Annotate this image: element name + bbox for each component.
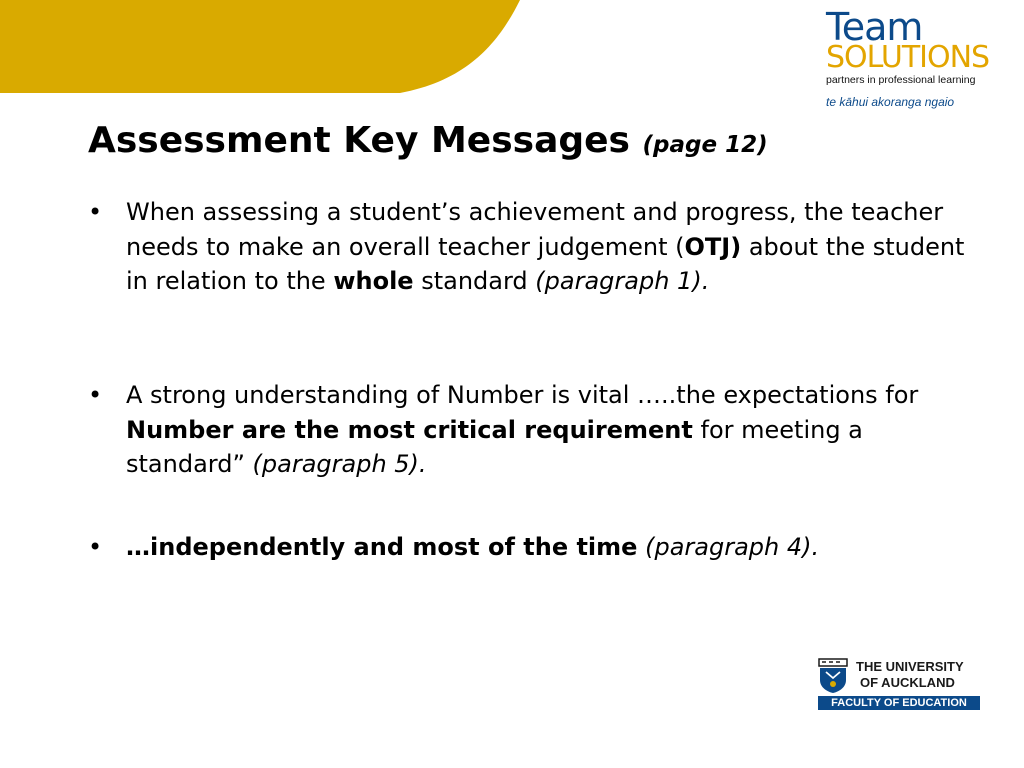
bullet-text <box>126 378 966 482</box>
title-page-ref: (page 12) <box>642 132 768 158</box>
bullet-bold-otj: OTJ) <box>684 232 742 261</box>
logo-tagline: partners in professional learning <box>826 74 976 86</box>
university-of-auckland-logo <box>818 658 982 710</box>
slide-title <box>88 120 768 161</box>
uoa-name-line1: THE UNIVERSITY <box>856 659 964 674</box>
bullet-text-segment: When assessing a student’s achievement and progress, the teacher needs to make an overall teacher judgement ( <box>126 198 944 261</box>
bullet-paragraph-ref: (paragraph 5). <box>252 450 427 478</box>
team-solutions-logo <box>826 5 996 109</box>
bullet-text-segment: standard <box>413 267 536 295</box>
bullet-paragraph-ref: (paragraph 4). <box>645 533 820 561</box>
bullet-text <box>126 530 966 565</box>
uoa-name-line2: OF AUCKLAND <box>860 675 955 690</box>
bullet-text <box>126 195 966 299</box>
bullet-paragraph-ref: (paragraph 1). <box>535 267 710 295</box>
bullet-bold-whole: whole <box>333 267 414 295</box>
faculty-of-education-bar: FACULTY OF EDUCATION <box>818 696 980 710</box>
bullet-bold-independently: …independently and most of the time <box>126 533 638 561</box>
bullet-text-segment: for meeting a standard” <box>126 415 863 478</box>
logo-maori-tagline: te kāhui akoranga ngaio <box>826 95 955 109</box>
bullet-marker: • <box>88 198 103 226</box>
bullet-marker: • <box>88 533 103 561</box>
bullet-text-segment <box>637 533 645 561</box>
gold-corner-shape <box>0 0 540 95</box>
bullet-text-segment: A strong understanding of Number is vital …..the expectations for <box>126 381 919 409</box>
university-crest-icon <box>818 658 848 694</box>
bullet-text-segment: about the student in relation to the <box>126 232 965 295</box>
logo-solutions-word: SOLUTIONS <box>826 40 990 75</box>
bullet-marker: • <box>88 381 103 409</box>
title-main: Assessment Key Messages <box>88 120 630 161</box>
bullet-bold-number: Number are the most critical requirement <box>126 415 693 444</box>
logo-team-word: Team <box>826 5 923 49</box>
